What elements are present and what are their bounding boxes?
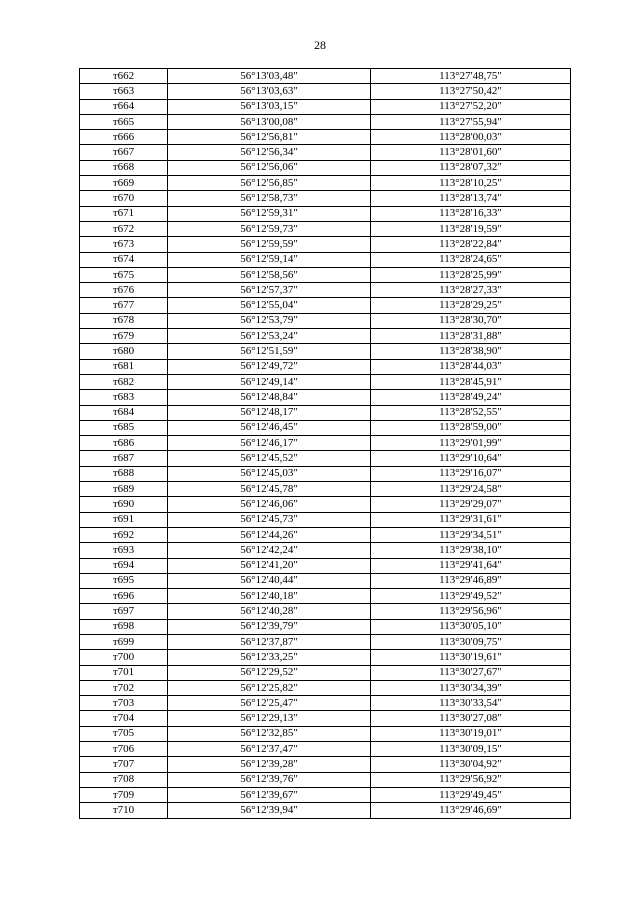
table-row xyxy=(80,283,571,298)
latitude-cell: 56°12'37,87" xyxy=(168,634,371,649)
point-id-cell: т665 xyxy=(80,114,168,129)
table-row xyxy=(80,114,571,129)
latitude-cell: 56°12'45,78" xyxy=(168,482,371,497)
latitude-cell: 56°12'37,47" xyxy=(168,742,371,757)
point-id-cell: т672 xyxy=(80,221,168,236)
point-id-cell: т697 xyxy=(80,604,168,619)
longitude-cell: 113°30'09,75" xyxy=(371,634,571,649)
table-row xyxy=(80,176,571,191)
latitude-cell: 56°12'29,13" xyxy=(168,711,371,726)
latitude-cell: 56°12'55,04" xyxy=(168,298,371,313)
table-row xyxy=(80,206,571,221)
table-row xyxy=(80,237,571,252)
longitude-cell: 113°29'34,51" xyxy=(371,527,571,542)
point-id-cell: т701 xyxy=(80,665,168,680)
table-row xyxy=(80,803,571,818)
latitude-cell: 56°12'41,20" xyxy=(168,558,371,573)
point-id-cell: т676 xyxy=(80,283,168,298)
latitude-cell: 56°12'57,37" xyxy=(168,283,371,298)
point-id-cell: т669 xyxy=(80,176,168,191)
point-id-cell: т680 xyxy=(80,344,168,359)
table-row xyxy=(80,680,571,695)
longitude-cell: 113°29'49,45" xyxy=(371,787,571,802)
point-id-cell: т673 xyxy=(80,237,168,252)
latitude-cell: 56°13'03,63" xyxy=(168,84,371,99)
table-row xyxy=(80,726,571,741)
table-row xyxy=(80,604,571,619)
table-row xyxy=(80,313,571,328)
latitude-cell: 56°12'32,85" xyxy=(168,726,371,741)
table-row xyxy=(80,558,571,573)
longitude-cell: 113°30'04,92" xyxy=(371,757,571,772)
point-id-cell: т708 xyxy=(80,772,168,787)
latitude-cell: 56°12'39,79" xyxy=(168,619,371,634)
table-row xyxy=(80,344,571,359)
table-row xyxy=(80,696,571,711)
table-row xyxy=(80,451,571,466)
table-row xyxy=(80,482,571,497)
table-row xyxy=(80,329,571,344)
latitude-cell: 56°12'39,28" xyxy=(168,757,371,772)
latitude-cell: 56°12'39,67" xyxy=(168,787,371,802)
table-row xyxy=(80,130,571,145)
point-id-cell: т698 xyxy=(80,619,168,634)
table-row xyxy=(80,191,571,206)
latitude-cell: 56°12'46,06" xyxy=(168,497,371,512)
latitude-cell: 56°12'40,28" xyxy=(168,604,371,619)
longitude-cell: 113°30'09,15" xyxy=(371,742,571,757)
table-row xyxy=(80,497,571,512)
point-id-cell: т694 xyxy=(80,558,168,573)
longitude-cell: 113°28'16,33" xyxy=(371,206,571,221)
latitude-cell: 56°12'48,17" xyxy=(168,405,371,420)
longitude-cell: 113°29'46,69" xyxy=(371,803,571,818)
longitude-cell: 113°29'38,10" xyxy=(371,543,571,558)
latitude-cell: 56°12'56,81" xyxy=(168,130,371,145)
latitude-cell: 56°12'48,84" xyxy=(168,390,371,405)
latitude-cell: 56°12'49,14" xyxy=(168,374,371,389)
table-row xyxy=(80,99,571,114)
longitude-cell: 113°28'52,55" xyxy=(371,405,571,420)
point-id-cell: т681 xyxy=(80,359,168,374)
table-row xyxy=(80,267,571,282)
table-row xyxy=(80,543,571,558)
point-id-cell: т688 xyxy=(80,466,168,481)
point-id-cell: т689 xyxy=(80,482,168,497)
table-row xyxy=(80,359,571,374)
coordinates-table-body xyxy=(80,69,571,819)
table-row xyxy=(80,772,571,787)
point-id-cell: т679 xyxy=(80,329,168,344)
point-id-cell: т702 xyxy=(80,680,168,695)
point-id-cell: т668 xyxy=(80,160,168,175)
latitude-cell: 56°12'56,06" xyxy=(168,160,371,175)
latitude-cell: 56°12'59,59" xyxy=(168,237,371,252)
table-row xyxy=(80,589,571,604)
table-row xyxy=(80,252,571,267)
longitude-cell: 113°28'27,33" xyxy=(371,283,571,298)
table-row xyxy=(80,298,571,313)
point-id-cell: т685 xyxy=(80,420,168,435)
latitude-cell: 56°12'53,24" xyxy=(168,329,371,344)
latitude-cell: 56°12'45,03" xyxy=(168,466,371,481)
latitude-cell: 56°12'39,76" xyxy=(168,772,371,787)
longitude-cell: 113°27'55,94" xyxy=(371,114,571,129)
table-row xyxy=(80,221,571,236)
table-row xyxy=(80,619,571,634)
point-id-cell: т686 xyxy=(80,436,168,451)
point-id-cell: т695 xyxy=(80,573,168,588)
table-row xyxy=(80,390,571,405)
longitude-cell: 113°30'34,39" xyxy=(371,680,571,695)
point-id-cell: т684 xyxy=(80,405,168,420)
coordinates-table xyxy=(79,68,571,819)
page-number: 28 xyxy=(314,38,326,52)
table-row xyxy=(80,405,571,420)
longitude-cell: 113°28'07,32" xyxy=(371,160,571,175)
longitude-cell: 113°28'59,00" xyxy=(371,420,571,435)
latitude-cell: 56°12'42,24" xyxy=(168,543,371,558)
point-id-cell: т667 xyxy=(80,145,168,160)
table-row xyxy=(80,84,571,99)
longitude-cell: 113°30'05,10" xyxy=(371,619,571,634)
longitude-cell: 113°28'38,90" xyxy=(371,344,571,359)
table-row xyxy=(80,573,571,588)
point-id-cell: т700 xyxy=(80,650,168,665)
point-id-cell: т693 xyxy=(80,543,168,558)
latitude-cell: 56°12'44,26" xyxy=(168,527,371,542)
latitude-cell: 56°12'51,59" xyxy=(168,344,371,359)
point-id-cell: т691 xyxy=(80,512,168,527)
longitude-cell: 113°30'27,67" xyxy=(371,665,571,680)
longitude-cell: 113°30'33,54" xyxy=(371,696,571,711)
point-id-cell: т677 xyxy=(80,298,168,313)
longitude-cell: 113°27'52,20" xyxy=(371,99,571,114)
latitude-cell: 56°12'40,18" xyxy=(168,589,371,604)
longitude-cell: 113°29'10,64" xyxy=(371,451,571,466)
longitude-cell: 113°28'00,03" xyxy=(371,130,571,145)
longitude-cell: 113°27'48,75" xyxy=(371,69,571,84)
longitude-cell: 113°27'50,42" xyxy=(371,84,571,99)
table-row xyxy=(80,634,571,649)
point-id-cell: т663 xyxy=(80,84,168,99)
longitude-cell: 113°28'44,03" xyxy=(371,359,571,374)
point-id-cell: т692 xyxy=(80,527,168,542)
longitude-cell: 113°29'16,07" xyxy=(371,466,571,481)
longitude-cell: 113°28'25,99" xyxy=(371,267,571,282)
point-id-cell: т670 xyxy=(80,191,168,206)
latitude-cell: 56°12'56,85" xyxy=(168,176,371,191)
longitude-cell: 113°28'19,59" xyxy=(371,221,571,236)
table-row xyxy=(80,757,571,772)
longitude-cell: 113°30'19,01" xyxy=(371,726,571,741)
table-row xyxy=(80,374,571,389)
point-id-cell: т709 xyxy=(80,787,168,802)
longitude-cell: 113°28'31,88" xyxy=(371,329,571,344)
point-id-cell: т678 xyxy=(80,313,168,328)
point-id-cell: т690 xyxy=(80,497,168,512)
latitude-cell: 56°12'59,73" xyxy=(168,221,371,236)
table-row xyxy=(80,711,571,726)
longitude-cell: 113°28'29,25" xyxy=(371,298,571,313)
table-row xyxy=(80,787,571,802)
table-row xyxy=(80,436,571,451)
latitude-cell: 56°12'59,31" xyxy=(168,206,371,221)
table-row xyxy=(80,69,571,84)
table-row xyxy=(80,145,571,160)
longitude-cell: 113°28'24,65" xyxy=(371,252,571,267)
longitude-cell: 113°29'41,64" xyxy=(371,558,571,573)
longitude-cell: 113°28'49,24" xyxy=(371,390,571,405)
latitude-cell: 56°12'59,14" xyxy=(168,252,371,267)
point-id-cell: т707 xyxy=(80,757,168,772)
latitude-cell: 56°12'45,73" xyxy=(168,512,371,527)
point-id-cell: т705 xyxy=(80,726,168,741)
point-id-cell: т706 xyxy=(80,742,168,757)
longitude-cell: 113°30'27,08" xyxy=(371,711,571,726)
latitude-cell: 56°13'03,48" xyxy=(168,69,371,84)
point-id-cell: т662 xyxy=(80,69,168,84)
table-row xyxy=(80,160,571,175)
point-id-cell: т687 xyxy=(80,451,168,466)
point-id-cell: т671 xyxy=(80,206,168,221)
point-id-cell: т682 xyxy=(80,374,168,389)
point-id-cell: т683 xyxy=(80,390,168,405)
point-id-cell: т664 xyxy=(80,99,168,114)
longitude-cell: 113°28'22,84" xyxy=(371,237,571,252)
longitude-cell: 113°29'56,92" xyxy=(371,772,571,787)
latitude-cell: 56°12'39,94" xyxy=(168,803,371,818)
latitude-cell: 56°12'58,56" xyxy=(168,267,371,282)
latitude-cell: 56°13'00,08" xyxy=(168,114,371,129)
longitude-cell: 113°29'31,61" xyxy=(371,512,571,527)
longitude-cell: 113°28'10,25" xyxy=(371,176,571,191)
latitude-cell: 56°12'25,47" xyxy=(168,696,371,711)
longitude-cell: 113°29'29,07" xyxy=(371,497,571,512)
longitude-cell: 113°29'01,99" xyxy=(371,436,571,451)
latitude-cell: 56°12'29,52" xyxy=(168,665,371,680)
latitude-cell: 56°12'56,34" xyxy=(168,145,371,160)
latitude-cell: 56°12'33,25" xyxy=(168,650,371,665)
point-id-cell: т710 xyxy=(80,803,168,818)
longitude-cell: 113°30'19,61" xyxy=(371,650,571,665)
latitude-cell: 56°12'58,73" xyxy=(168,191,371,206)
longitude-cell: 113°29'49,52" xyxy=(371,589,571,604)
longitude-cell: 113°28'45,91" xyxy=(371,374,571,389)
point-id-cell: т696 xyxy=(80,589,168,604)
table-row xyxy=(80,466,571,481)
table-row xyxy=(80,527,571,542)
longitude-cell: 113°28'30,70" xyxy=(371,313,571,328)
table-row xyxy=(80,650,571,665)
latitude-cell: 56°13'03,15" xyxy=(168,99,371,114)
latitude-cell: 56°12'40,44" xyxy=(168,573,371,588)
table-row xyxy=(80,512,571,527)
point-id-cell: т704 xyxy=(80,711,168,726)
latitude-cell: 56°12'49,72" xyxy=(168,359,371,374)
longitude-cell: 113°29'24,58" xyxy=(371,482,571,497)
longitude-cell: 113°29'46,89" xyxy=(371,573,571,588)
point-id-cell: т666 xyxy=(80,130,168,145)
latitude-cell: 56°12'25,82" xyxy=(168,680,371,695)
table-row xyxy=(80,742,571,757)
longitude-cell: 113°28'13,74" xyxy=(371,191,571,206)
latitude-cell: 56°12'46,17" xyxy=(168,436,371,451)
table-row xyxy=(80,665,571,680)
latitude-cell: 56°12'45,52" xyxy=(168,451,371,466)
table-row xyxy=(80,420,571,435)
point-id-cell: т699 xyxy=(80,634,168,649)
point-id-cell: т674 xyxy=(80,252,168,267)
point-id-cell: т703 xyxy=(80,696,168,711)
point-id-cell: т675 xyxy=(80,267,168,282)
longitude-cell: 113°29'56,96" xyxy=(371,604,571,619)
latitude-cell: 56°12'46,45" xyxy=(168,420,371,435)
longitude-cell: 113°28'01,60" xyxy=(371,145,571,160)
latitude-cell: 56°12'53,79" xyxy=(168,313,371,328)
